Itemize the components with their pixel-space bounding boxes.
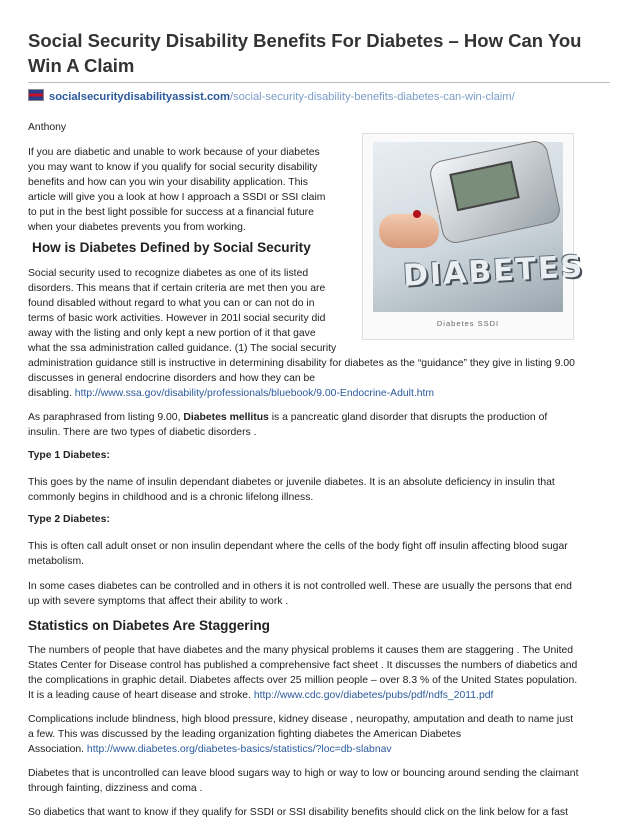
figure-caption: Diabetes SSDI [436,319,500,328]
glucose-meter-icon [428,138,563,245]
definition-prefix: disabling. [28,388,75,399]
complications-line: Complications include blindness, high blood pressure, kidney disease , neuropathy, amputation and death to name just [28,714,574,725]
controlled-line: up with severe symptoms that affect their ability to work . [28,596,289,607]
type1-line: commonly begins in childhood and is a chronic lifelong illness. [28,492,314,503]
definition-line: found disabled without regard to what you can or can not do in [28,298,315,309]
glucose-meter-image [373,142,586,312]
controlled-line: In some cases diabetes can be controlled and in others it is not controlled well. These are usually the persons that end [28,581,572,592]
listing-text: is a pancreatic gland disorder that disrupts the production of [268,412,548,423]
final-line: So diabetics that want to know if they qualify for SSDI or SSI disability benefits should click on the link below for a fast [28,807,569,818]
source-domain-link[interactable]: socialsecuritydisabilityassist.com [49,91,230,103]
definition-line: discusses in general endocrine disorders and how they can be [28,373,316,384]
diabetes-mellitus-term: Diabetes mellitus [183,412,269,423]
listing-line: insulin. There are two types of diabetic disorders . [28,427,257,438]
uncontrolled-line: through fainting, dizziness and coma . [28,783,203,794]
uncontrolled-line: Diabetes that is uncontrolled can leave blood sugars way to high or way to low or bouncing around sending the claimant [28,768,579,779]
ssa-listing-link[interactable]: http://www.ssa.gov/disability/professionals/bluebook/9.00-Endocrine-Adult.htm [74,388,435,399]
source-line [28,89,515,103]
statistics-prefix: It is a leading cause of heart disease and stroke. [28,690,254,701]
complications-line [28,742,392,758]
section-heading-definition: How is Diabetes Defined by Social Security [32,240,311,255]
listing-text: As paraphrased from listing 9.00, [28,412,184,423]
type1-heading: Type 1 Diabetes: [28,450,110,461]
finger-icon [379,214,439,248]
page-title: Social Security Disability Benefits For Diabetes – How Can You Win A Claim [28,30,582,76]
definition-line: what the ssa administration called guidance. (1) The social security [28,343,337,354]
complications-line: a few. This was discussed by the leading organization fighting diabetes the American Diabetes [28,729,462,740]
cdc-factsheet-link[interactable]: http://www.cdc.gov/diabetes/pubs/pdf/ndfs_2011.pdf [253,690,494,701]
intro-line: to put in the best light possible for success at a financial future [28,207,314,218]
statistics-line: States Center for Disease control has published a comprehensive fact sheet . It discusses the numbers of diabetics and [28,660,578,671]
definition-line: terms of basic work activities. However in 201l social security did [28,313,326,324]
blood-drop-icon [413,210,421,218]
title-divider [28,82,610,83]
statistics-line: the complications in graphic detail. Diabetes affects over 25 million people – over 8.3 % of the United States population. [28,675,578,686]
intro-line: If you are diabetic and unable to work because of your diabetes [28,147,320,158]
flag-icon [28,89,44,101]
intro-line: article will give you a look at how I approach a SSDI or SSI claim [28,192,326,203]
definition-line-last [28,386,434,402]
association-prefix: Association. [28,744,87,755]
type1-line: This goes by the name of insulin dependant diabetes or juvenile diabetes. It is an absolute deficiency in insulin that [28,477,555,488]
ada-statistics-link[interactable]: http://www.diabetes.org/diabetes-basics/statistics/?loc=db-slabnav [86,744,392,755]
intro-line: when your diabetes prevents you from working. [28,222,246,233]
type2-line: This is often call adult onset or non insulin dependant where the cells of the body fight off insulin affecting blood sugar [28,541,568,552]
diabetes-word-art: DIABETES [402,249,586,294]
definition-line: away with the listing and only kept a new portion of it that gave [28,328,316,339]
diabetes-figure [362,133,586,340]
author: Anthony [28,122,67,133]
intro-line: benefits and how can you win your disability application. This [28,177,308,188]
statistics-line [28,688,493,704]
definition-line: administration guidance still is instructive in determining disability for diabetes as the “guidance” they give in listing 9.00 [28,358,575,369]
type2-line: metabolism. [28,556,85,567]
definition-line: disorders. This means that if certain criteria are met then you are [28,283,326,294]
listing-line [28,410,547,426]
source-path-link[interactable]: /social-security-disability-benefits-diabetes-can-win-claim/ [229,91,515,103]
statistics-line: The numbers of people that have diabetes and the many physical problems it causes them are staggering . The United [28,645,574,656]
definition-line: Social security used to recognize diabetes as one of its listed [28,268,309,279]
section-heading-statistics: Statistics on Diabetes Are Staggering [28,618,270,633]
intro-line: you may want to know if you qualify for social security disability [28,162,318,173]
type2-heading: Type 2 Diabetes: [28,514,110,525]
